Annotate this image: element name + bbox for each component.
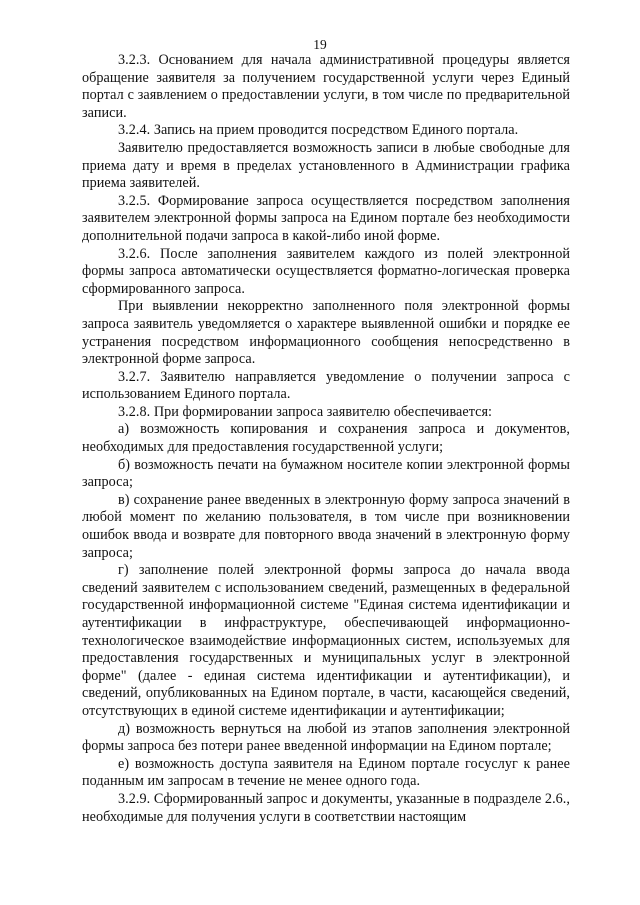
paragraph-3-2-7: 3.2.7. Заявителю направляется уведомление о получении запроса с использованием Единого портала.: [82, 368, 570, 403]
list-item-e: е) возможность доступа заявителя на Едином портале госуслуг к ранее поданным им запросам в течение не менее одного года.: [82, 755, 570, 790]
paragraph-appointment-slots: Заявителю предоставляется возможность записи в любые свободные для приема дату и время в пределах установленного в Администрации графика приема заявителей.: [82, 139, 570, 192]
paragraph-3-2-5: 3.2.5. Формирование запроса осуществляется посредством заполнения заявителем электронной формы запроса на Едином портале без необходимости дополнительной подачи запроса в какой-либо иной форме.: [82, 192, 570, 244]
paragraph-3-2-8: 3.2.8. При формировании запроса заявителю обеспечивается:: [118, 403, 493, 420]
paragraph-3-2-6: 3.2.6. После заполнения заявителем каждого из полей электронной формы запроса автоматически осуществляется форматно-логическая проверка сформированного запроса.: [82, 245, 570, 297]
paragraph-3-2-3: 3.2.3. Основанием для начала административной процедуры является обращение заявителя за получением государственной услуги через Единый портал с заявлением о предоставлении услуги, в том числе по предварительной записи.: [82, 52, 570, 121]
list-item-a: а) возможность копирования и сохранения запроса и документов, необходимых для предоставления государственной услуги;: [82, 421, 570, 456]
list-item-b: б) возможность печати на бумажном носителе копии электронной формы запроса;: [82, 456, 570, 491]
list-item-d: д) возможность вернуться на любой из этапов заполнения электронной формы запроса без потери ранее введенной информации на Едином портале;: [82, 720, 570, 755]
list-item-v: в) сохранение ранее введенных в электронную форму запроса значений в любой момент по желанию пользователя, в том числе при возникновении ошибок ввода и возврате для повторного ввода значений в электронную форму запроса;: [82, 491, 570, 561]
paragraph-3-2-4: 3.2.4. Запись на прием проводится посредством Единого портала.: [118, 122, 519, 139]
paragraph-error-notification: При выявлении некорректно заполненного поля электронной формы запроса заявитель уведомляется о характере выявленной ошибки и порядке ее устранения посредством информационного сообщения непосредственно в электронной форме запроса.: [82, 298, 570, 368]
page-number: 19: [313, 37, 327, 52]
list-item-g: г) заполнение полей электронной формы запроса до начала ввода сведений заявителем с использованием сведений, размещенных в федеральной государственной информационной системе "Единая система идентификации и аутентификации в инфраструктуре, обеспечивающей информационно-технологическое взаимодействие информационных систем, используемых для предоставления государственных и муниципальных услуг в электронной форме" (далее - единая система идентификации и аутентификации), и сведений, опубликованных на Едином портале, в части, касающейся сведений, отсутствующих в единой системе идентификации и аутентификации;: [82, 562, 570, 719]
paragraph-3-2-9: 3.2.9. Сформированный запрос и документы, указанные в подразделе 2.6., необходимые для получения услуги в соответствии настоящим: [82, 790, 570, 825]
document-body: [82, 52, 570, 826]
